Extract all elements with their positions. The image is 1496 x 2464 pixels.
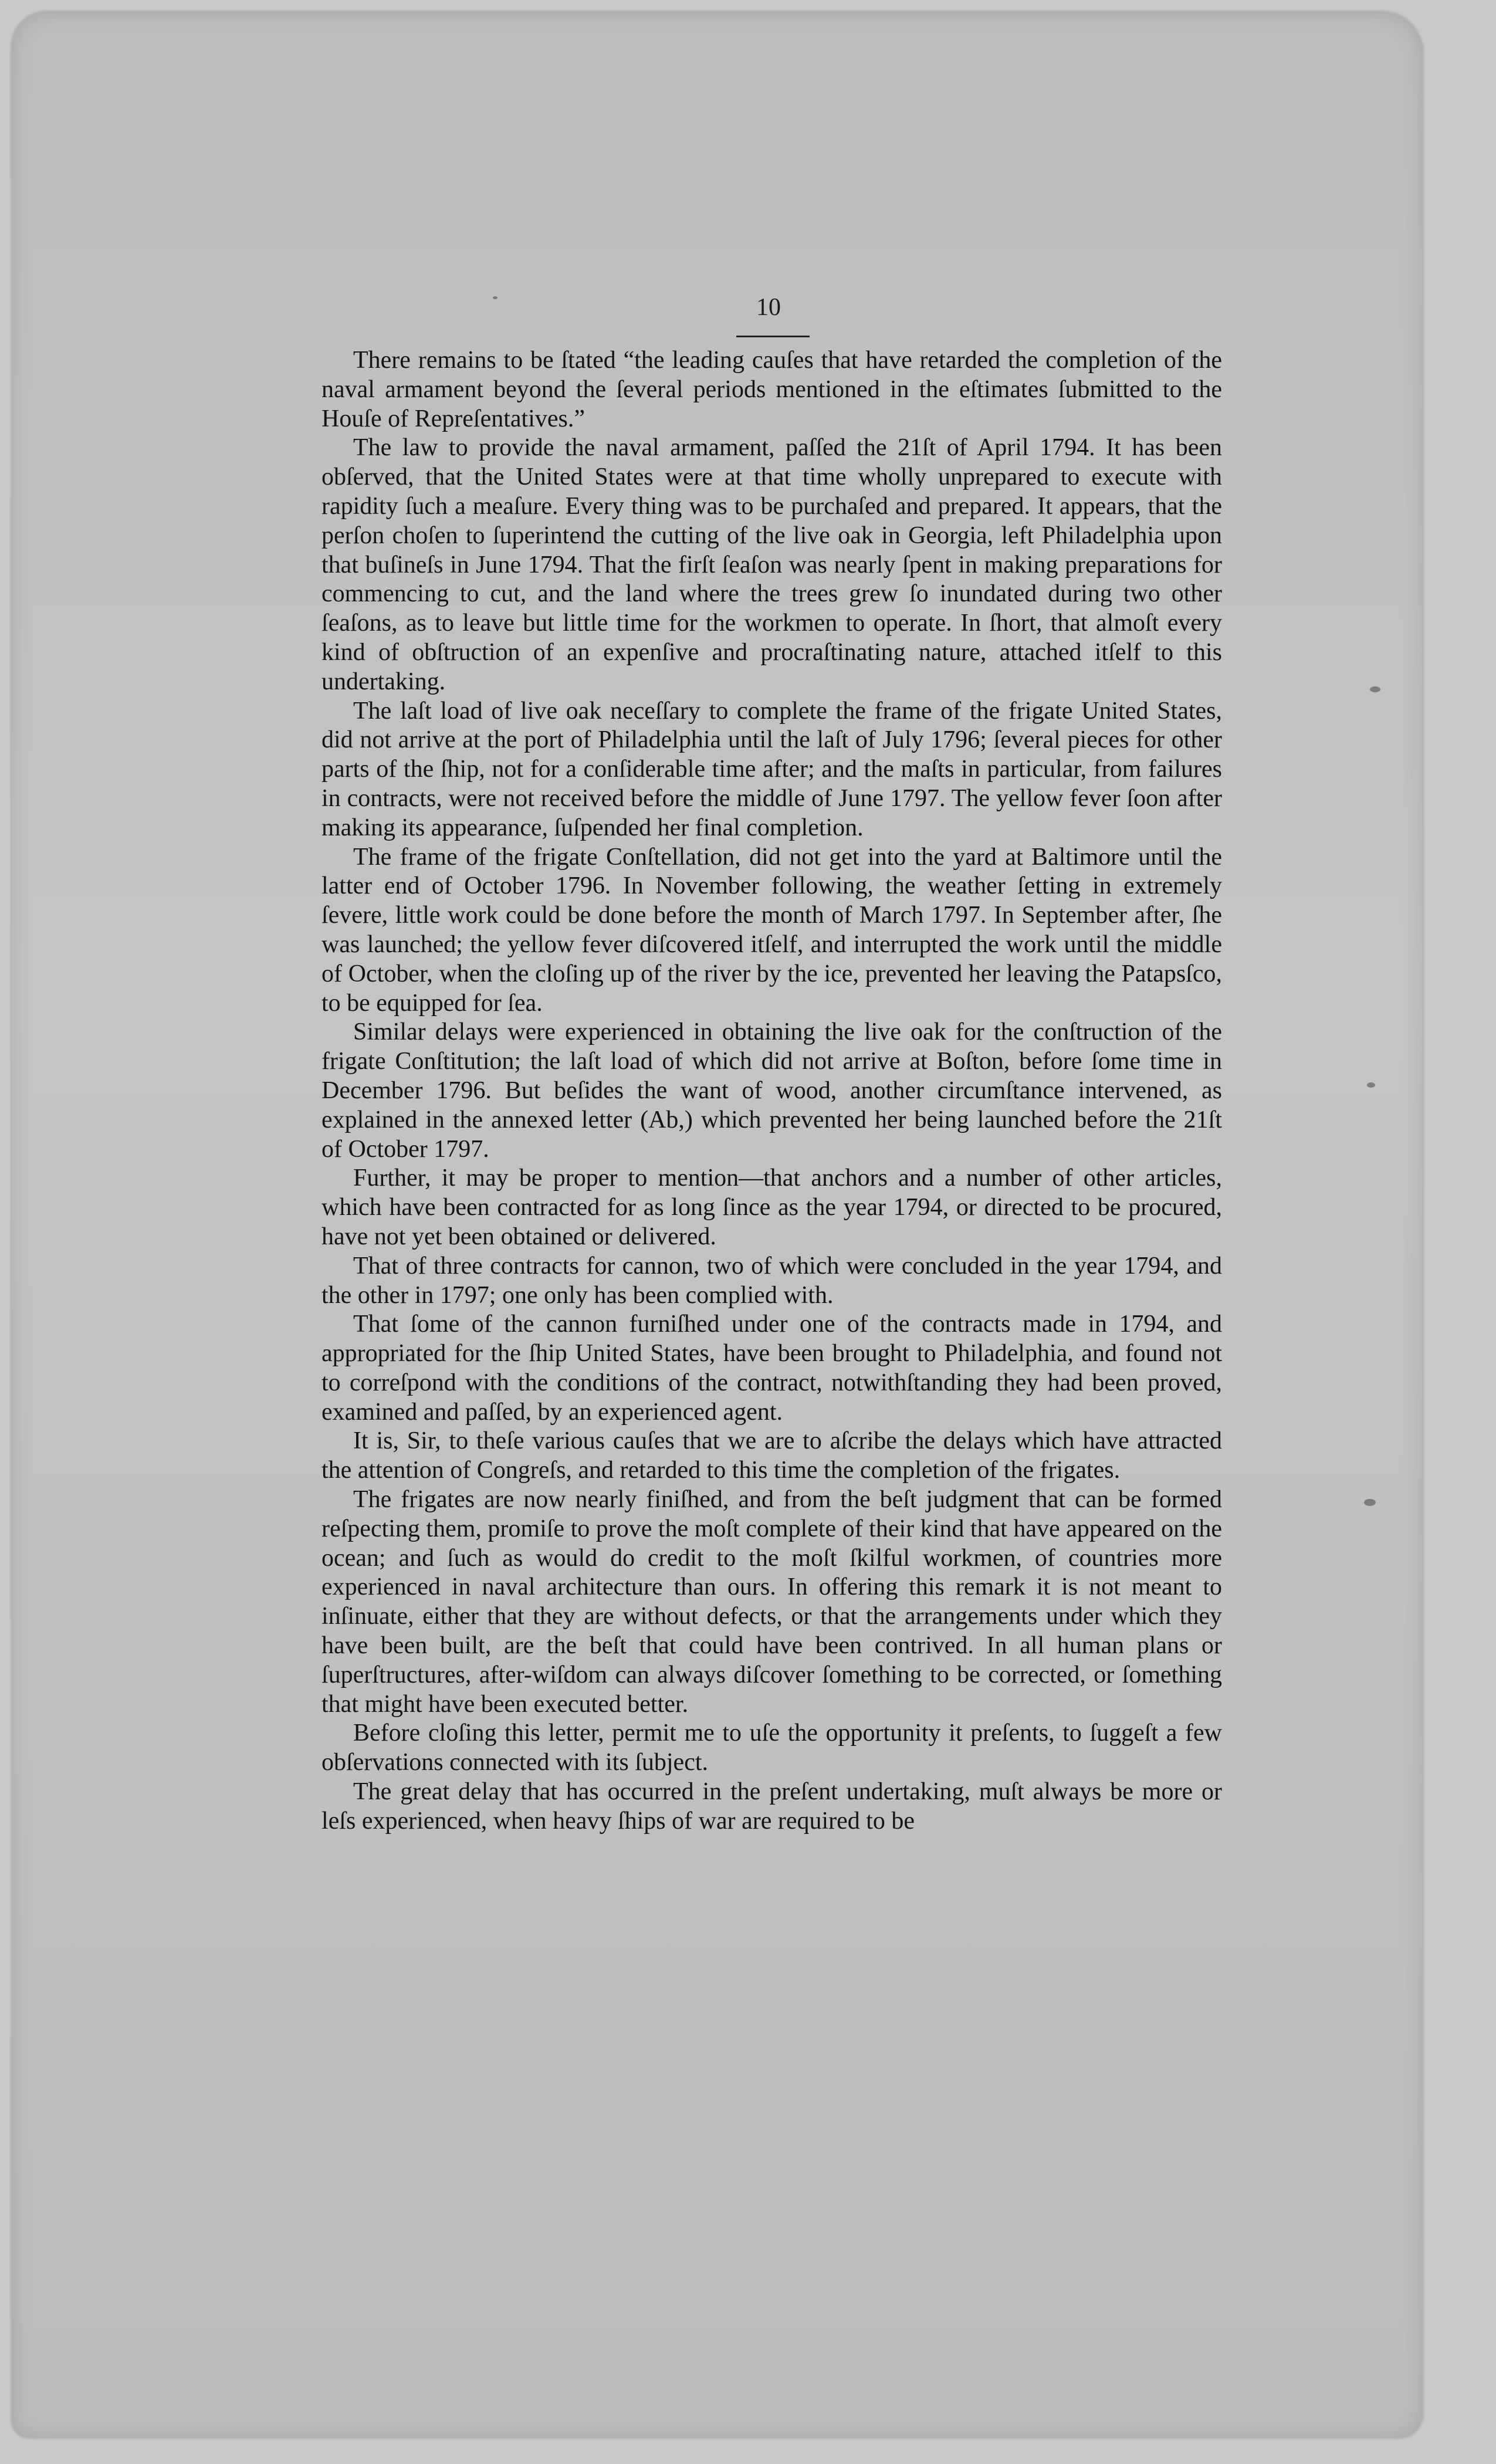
paragraph-8: That ſome of the cannon furniſhed under one of the contracts made in 1794, and appropriated for the ſhip United States, have been brought to Philadelphia, and found not to correſpond with the conditions of the contract, notwithſtanding they had been proved, examined and paſſed, by an experienced agent. <box>321 1311 1222 1426</box>
paragraph-5: Similar delays were experienced in obtaining the live oak for the conſtruction of the frigate Conſtitution; the laſt load of which did not arrive at Boſton, before ſome time in December 1796. But beſides the want of wood, another circumſtance intervened, as explained in the annexed letter (Ab,) which prevented her being launched before the 21ſt of October 1797. <box>321 1018 1222 1163</box>
margin-mark <box>1364 1499 1376 1506</box>
margin-mark <box>1367 1082 1375 1088</box>
paragraph-1: There remains to be ſtated “the leading cauſes that have retarded the completion of the naval armament beyond the ſeveral periods mentioned in the eſtimates ſubmitted to the Houſe of Repreſentatives.” <box>321 347 1222 432</box>
page-number: 10 <box>756 294 781 321</box>
paragraph-12: The great delay that has occurred in the preſent undertaking, muſt always be more or leſs experienced, when heavy ſhips of war are required to be <box>321 1778 1222 1835</box>
paragraph-2: The law to provide the naval armament, paſſed the 21ſt of April 1794. It has been obſerved, that the United States were at that time wholly unprepared to execute with rapidity ſuch a meaſure. Every thing was to be purchaſed and prepared. It appears, that the perſon choſen to ſuperintend the cutting of the live oak in Georgia, left Philadelphia upon that buſineſs in June 1794. That the firſt ſeaſon was nearly ſpent in making preparations for commencing to cut, and the land where the trees grew ſo inundated during two other ſeaſons, as to leave but little time for the workmen to operate. In ſhort, that almoſt every kind of obſtruction of an expenſive and procraſtinating nature, attached itſelf to this undertaking. <box>321 434 1222 695</box>
paragraph-6: Further, it may be proper to mention—that anchors and a number of other articles, which have been contracted for as long ſince as the year 1794, or directed to be procured, have not yet been obtained or delivered. <box>321 1165 1222 1250</box>
paragraph-7: That of three contracts for cannon, two of which were concluded in the year 1794, and the other in 1797; one only has been complied with. <box>321 1252 1222 1309</box>
header-rule <box>736 336 810 337</box>
ink-speck <box>493 296 497 299</box>
paragraph-11: Before cloſing this letter, permit me to uſe the opportunity it preſents, to ſuggeſt a few obſervations connected with its ſubject. <box>321 1720 1222 1776</box>
paragraph-3: The laſt load of live oak neceſſary to complete the frame of the frigate United States, did not arrive at the port of Philadelphia until the laſt of July 1796; ſeveral pieces for other parts of the ſhip, not for a conſiderable time after; and the maſts in particular, from failures in contracts, were not received before the middle of June 1797. The yellow fever ſoon after making its appearance, ſuſpended her final completion. <box>321 697 1222 841</box>
paragraph-10: The frigates are now nearly finiſhed, and from the beſt judgment that can be formed reſpecting them, promiſe to prove the moſt complete of their kind that have appeared on the ocean; and ſuch as would do credit to the moſt ſkilful workmen, of countries more experienced in naval architecture than ours. In offering this remark it is not meant to inſinuate, either that they are without defects, or that the arrangements under which they have been built, are the beſt that could have been contrived. In all human plans or ſuperſtructures, after-wiſdom can always diſcover ſomething to be corrected, or ſomething that might have been executed better. <box>321 1486 1222 1718</box>
paragraph-4: The frame of the frigate Conſtellation, did not get into the yard at Baltimore until the latter end of October 1796. In November following, the weather ſetting in extremely ſevere, little work could be done before the month of March 1797. In September after, ſhe was launched; the yellow fever diſcovered itſelf, and interrupted the work until the middle of October, when the cloſing up of the river by the ice, prevented her leaving the Patapsſco, to be equipped for ſea. <box>321 843 1222 1017</box>
letter-body <box>321 346 1222 1836</box>
paragraph-9: It is, Sir, to theſe various cauſes that we are to aſcribe the delays which have attracted the attention of Congreſs, and retarded to this time the completion of the frigates. <box>321 1427 1222 1484</box>
margin-mark <box>1370 686 1380 692</box>
